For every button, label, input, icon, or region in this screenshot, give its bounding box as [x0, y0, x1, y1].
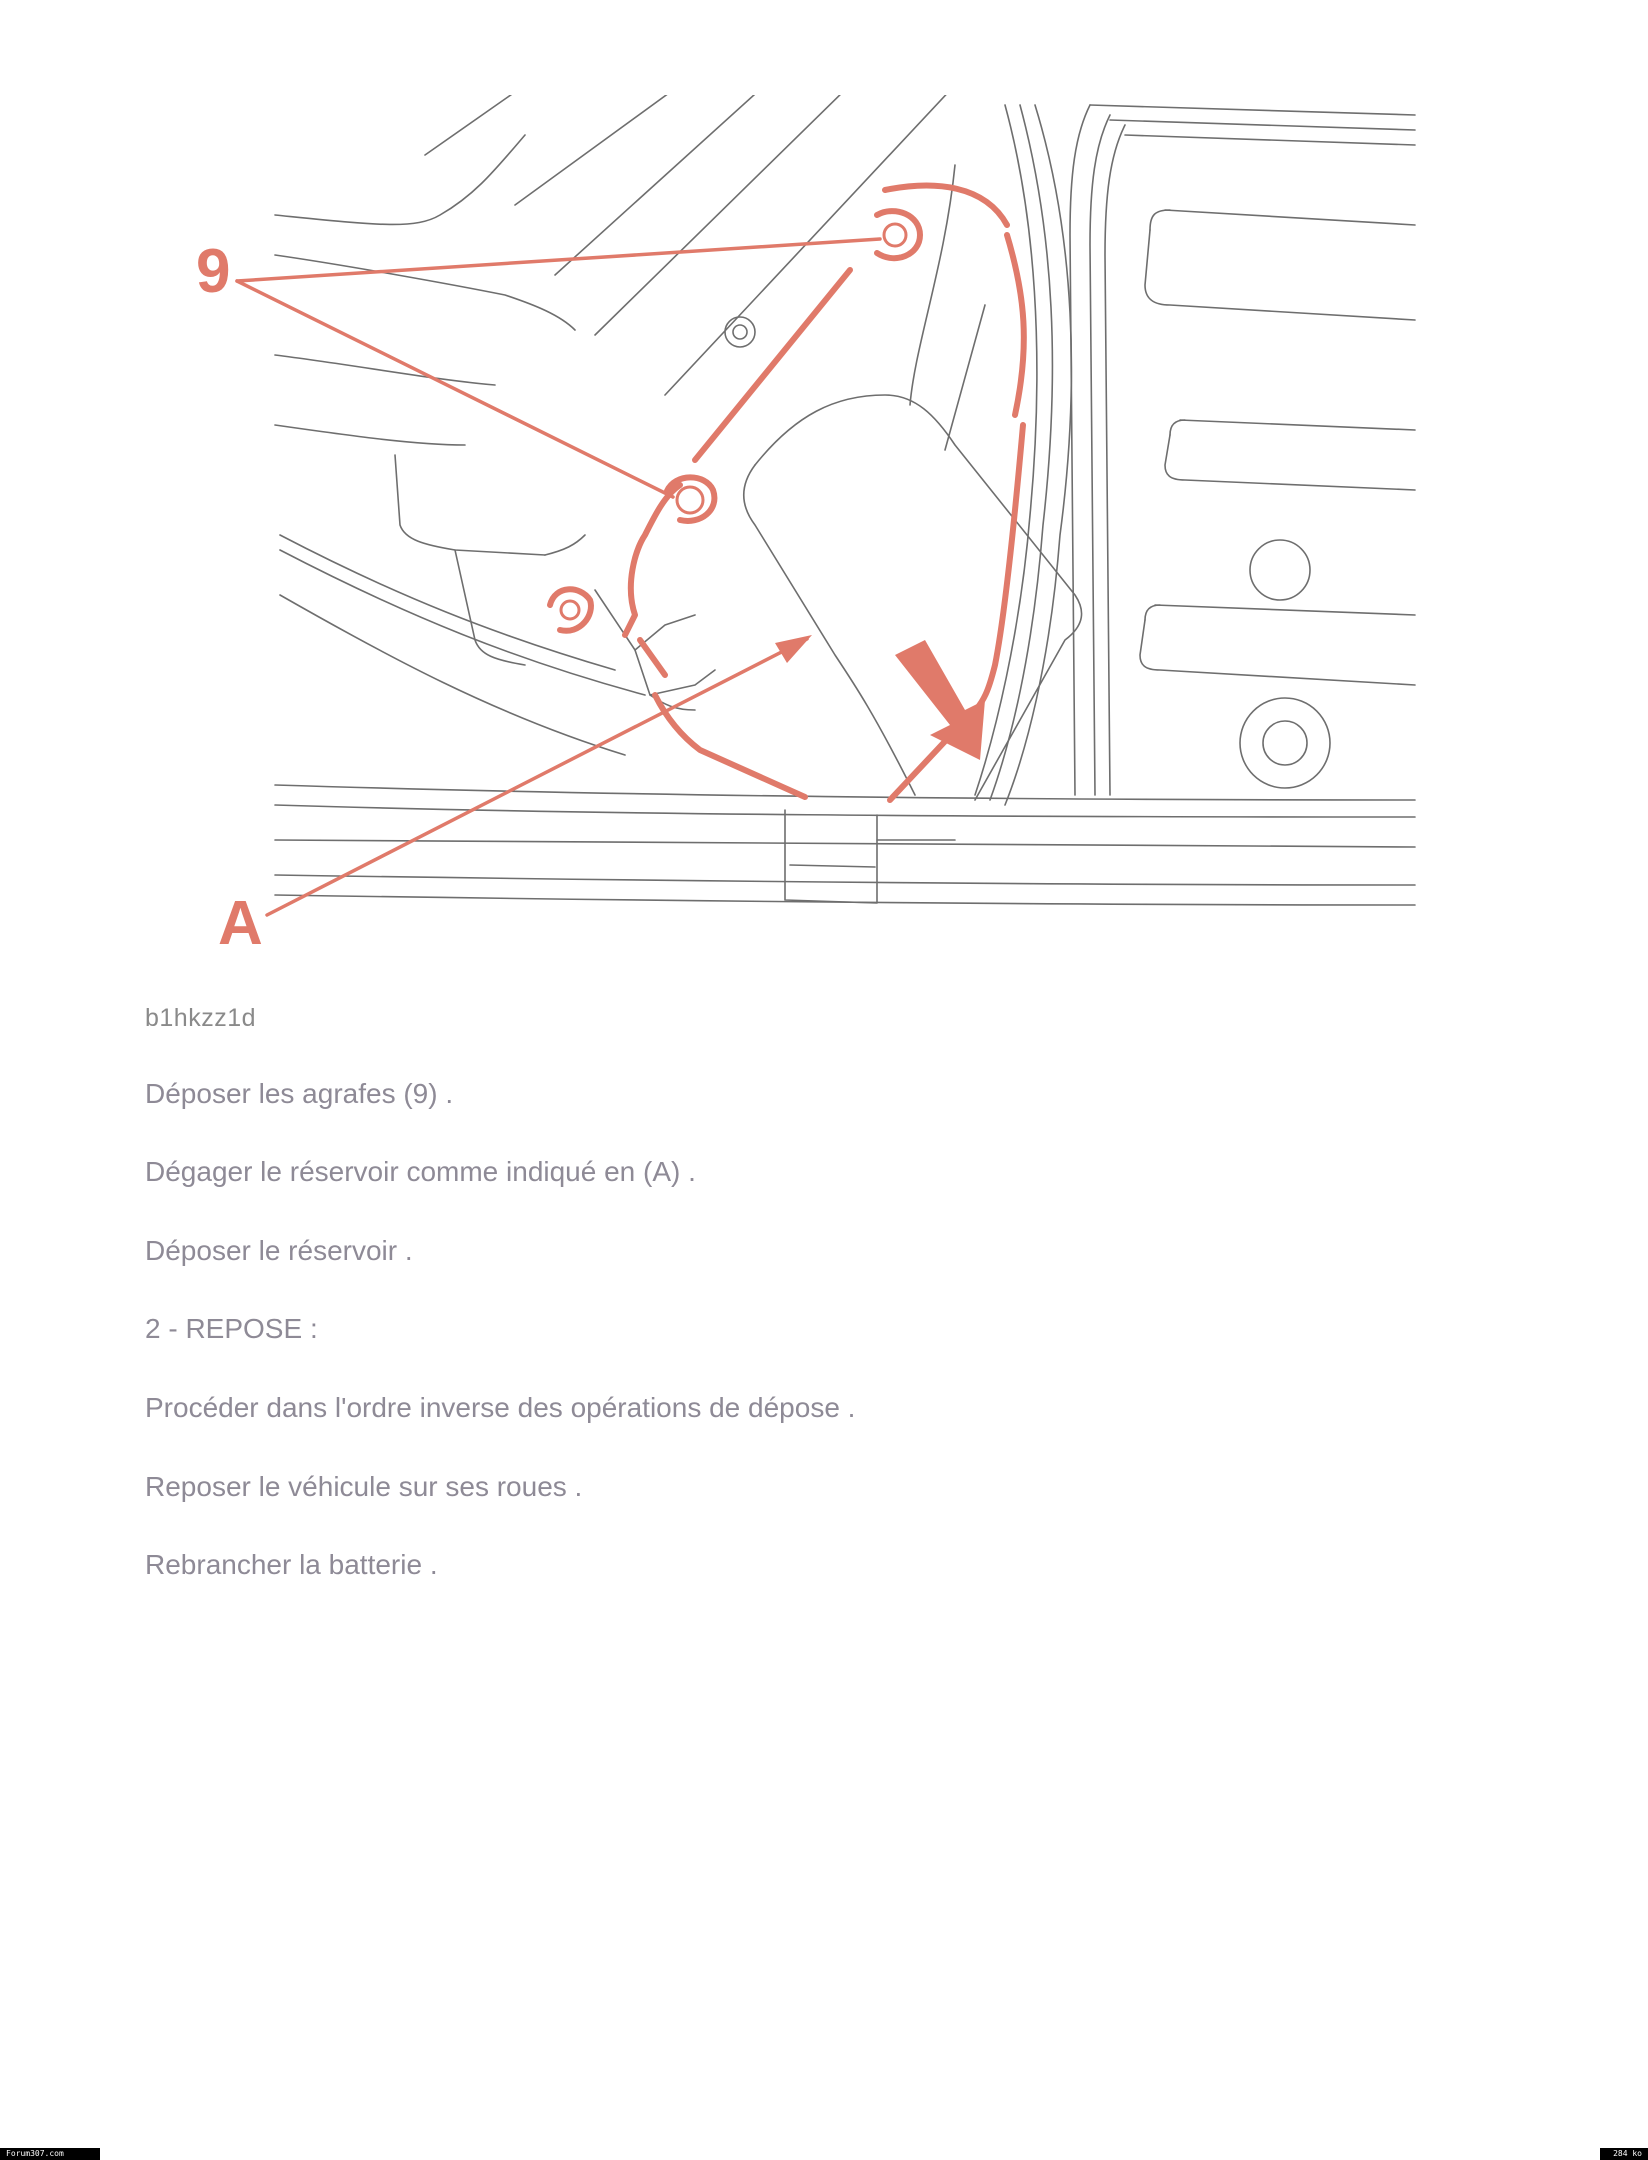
section-heading: 2 - REPOSE :: [145, 1313, 318, 1344]
instruction-step: Reposer le véhicule sur ses roues .: [145, 1471, 583, 1502]
figure-reference: b1hkzz1d: [145, 1004, 257, 1032]
instruction-step: Procéder dans l'ordre inverse des opérations de dépose .: [145, 1392, 856, 1423]
instruction-step: Rebrancher la batterie .: [145, 1549, 438, 1580]
callout-label-clips: 9: [196, 237, 231, 306]
instruction-step: Dégager le réservoir comme indiqué en (A) .: [145, 1156, 696, 1187]
footer-filesize: 284 ko: [1600, 2148, 1648, 2160]
instruction-step: Déposer le réservoir .: [145, 1235, 413, 1266]
footer-watermark: Forum307.com: [0, 2148, 100, 2160]
technical-illustration: [195, 95, 1455, 965]
instruction-step: Déposer les agrafes (9) .: [145, 1078, 454, 1109]
callout-label-reservoir: A: [218, 889, 263, 958]
